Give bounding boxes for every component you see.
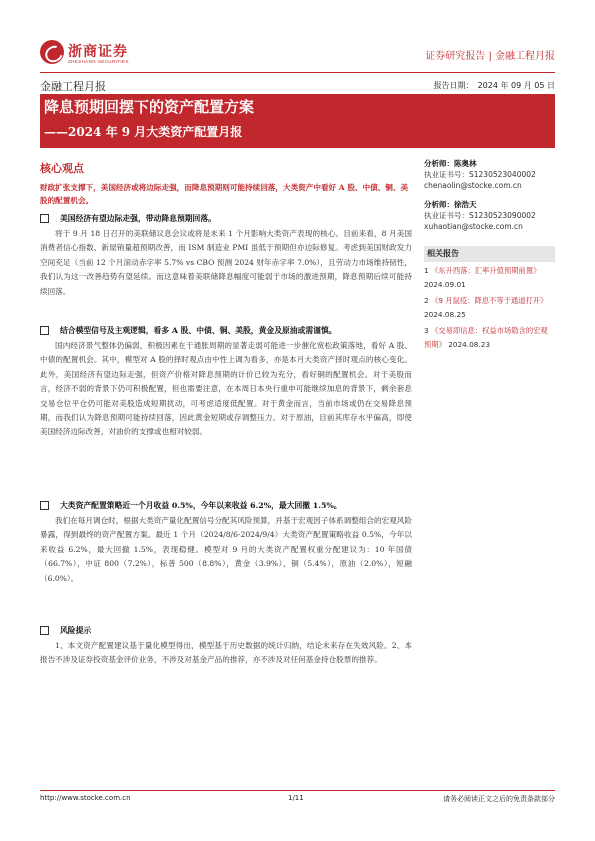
- section-us-economy: [40, 213, 412, 299]
- related-report-date: 2024.08.25: [424, 309, 466, 319]
- bullet-icon: [40, 214, 49, 223]
- company-logo: [40, 40, 140, 68]
- cert-label: 执业证书号：: [424, 211, 469, 220]
- related-report-title[interactable]: 《交易即信息：权益市场隐含的宏观预期》: [424, 326, 548, 349]
- report-date-label: 报告日期：: [433, 81, 474, 90]
- section-asset-view: [40, 325, 412, 440]
- section-body: 1、本文资产配置建议基于量化模型得出，模型基于历史数据的统计归纳，结论未来存在失效风险。2、本报告不涉及证券投资基金评价业务，不涉及对基金产品的推荐，亦不涉及对任何基金持仓股票的推荐。: [40, 641, 412, 665]
- section-strategy-return: [40, 500, 412, 586]
- cert-number: S1230523090002: [469, 211, 536, 220]
- section-heading: 风险提示: [60, 626, 92, 635]
- analyst-name-line: [424, 158, 554, 169]
- analyst-cert-line: [424, 210, 554, 221]
- related-report-title[interactable]: 《9 月鼠疫：降息不等于通道打开》: [430, 296, 548, 305]
- related-reports-heading: 相关报告: [424, 246, 555, 262]
- bullet-icon: [40, 326, 49, 335]
- page-number: 1/11: [288, 794, 304, 802]
- related-report-number: 2: [424, 296, 429, 305]
- report-type: 金融工程月报: [40, 80, 106, 93]
- related-report-date: 2024.08.23: [448, 339, 490, 349]
- core-view-summary: 财政扩张支撑下，美国经济或将边际走强，而降息预期则可能持续回落，大类资产中看好 A 股、中债、铜、美股的配置机会。: [40, 183, 409, 205]
- analyst-email[interactable]: xuhaotian@stocke.com.cn: [424, 222, 523, 231]
- section-heading: 大类资产配置策略近一个月收益 0.5%，今年以来收益 6.2%，最大回撤 1.5%。: [60, 501, 342, 510]
- logo-name-en: ZHESHANG SECURITIES: [68, 59, 129, 64]
- header-divider: [40, 72, 555, 73]
- analyst-label: 分析师：: [424, 159, 454, 168]
- section-risk-warning: [40, 625, 412, 668]
- logo-name-cn: 浙商证券: [68, 44, 128, 60]
- cert-number: S1230523040002: [469, 170, 536, 179]
- report-date-value: 2024 年 09 月 05 日: [477, 81, 555, 90]
- section-heading: 结合模型信号及主观逻辑，看多 A 股、中债、铜、美股，黄金及原油或需谨慎。: [60, 326, 337, 335]
- analyst-email[interactable]: chenaolin@stocke.com.cn: [424, 181, 522, 190]
- analyst-block: [424, 199, 554, 232]
- analyst-cert-line: [424, 169, 554, 180]
- analyst-block: [424, 158, 554, 191]
- analyst-label: 分析师：: [424, 200, 454, 209]
- logo-icon: [40, 40, 64, 64]
- related-report-title[interactable]: 《东升西落：汇率升值预期前置》: [430, 266, 541, 275]
- report-date: [434, 80, 555, 91]
- section-heading: 美国经济有望边际走强，带动降息预期回落。: [60, 214, 216, 223]
- section-body: 将于 9 月 18 日召开的美联储议息会议或将是未来 1 个月影响大类资产表现的核心。目前来看，8 月美国消费者信心指数、新屋销量超预期改善，而 ISM 制造业 PMI 虽低于预期但亦边际修复。考虑到美国财政发力空间充足（当前 12 个月滚动赤字率 5.7% vs CBO 预测 2024 财年赤字率 7.0%），且劳动力市场维持韧性，我们认为这一改善趋势有望延续。而这意味着美联储降息幅度可能弱于市场的激进预期，降息预期后续可能持续回落。: [40, 229, 412, 296]
- report-category: 证券研究报告 | 金融工程月报: [425, 51, 555, 62]
- core-view-heading: 核心观点: [40, 162, 84, 175]
- page-title: 降息预期回摆下的资产配置方案: [44, 98, 255, 116]
- related-report-number: 1: [424, 266, 429, 275]
- related-report-number: 3: [424, 326, 429, 335]
- related-report-date: 2024.09.01: [424, 279, 466, 289]
- analyst-name-line: [424, 199, 554, 210]
- section-body: 国内经济景气整体仍偏弱，积极因素在于通胀周期的显著走弱可能进一步催化宽松政策落地，看好 A 股、中债的配置机会。其中，模型对 A 股的择时观点由中性上调为看多，亦是本月大类资产择时观点的核心变化。此外，美国经济有望边际走强，但资产价格对降息预期的计价已较为充分，看好铜的配置机会。对于美股而言，经济不弱的背景下仍可积极配置，但也需要注意，在本周日本央行重申可能继续加息的背景下，剩余套息交易仓位平仓仍可能对美股造成短期扰动，可考虑适度低配置。对于黄金而言，当前市场或仍在交易降息预期，而我们认为降息预期可能持续回落，因此黄金短期或存调整压力。对于原油，目前其库存水平偏高，即使美国经济边际改善，对油价的支撑或也相对较弱。: [40, 341, 412, 437]
- related-report-item[interactable]: [424, 324, 555, 351]
- footer-disclaimer: 请务必阅读正文之后的免责条款部分: [443, 795, 555, 803]
- footer-divider: [40, 790, 555, 791]
- section-body: 我们在每月调仓时，根据大类资产量化配置信号分配其风险预算，并基于宏观因子体系调整组合的宏观风险暴露，得到最终的资产配置方案。最近 1 个月（2024/8/6-2024/9/4）大类资产配置策略收益 0.5%，今年以来收益 6.2%，最大回撤 1.5%，表现稳健。模型对 9 月的大类资产配置权重分配建议为：10 年国债（66.7%），中证 800（7.2%），标普 500（8.8%），黄金（3.9%），铜（5.4%），原油（2.0%），短融（6.0%）。: [40, 516, 412, 583]
- related-reports-list: [424, 264, 555, 354]
- analyst-name: 徐浩天: [454, 200, 477, 209]
- related-report-item[interactable]: [424, 294, 555, 321]
- analyst-name: 陈奥林: [454, 159, 477, 168]
- footer-url[interactable]: http://www.stocke.com.cn: [40, 794, 131, 802]
- bullet-icon: [40, 626, 49, 635]
- bullet-icon: [40, 501, 49, 510]
- page-subtitle: ——2024 年 9 月大类资产配置月报: [44, 125, 243, 139]
- related-report-item[interactable]: [424, 264, 555, 291]
- cert-label: 执业证书号：: [424, 170, 469, 179]
